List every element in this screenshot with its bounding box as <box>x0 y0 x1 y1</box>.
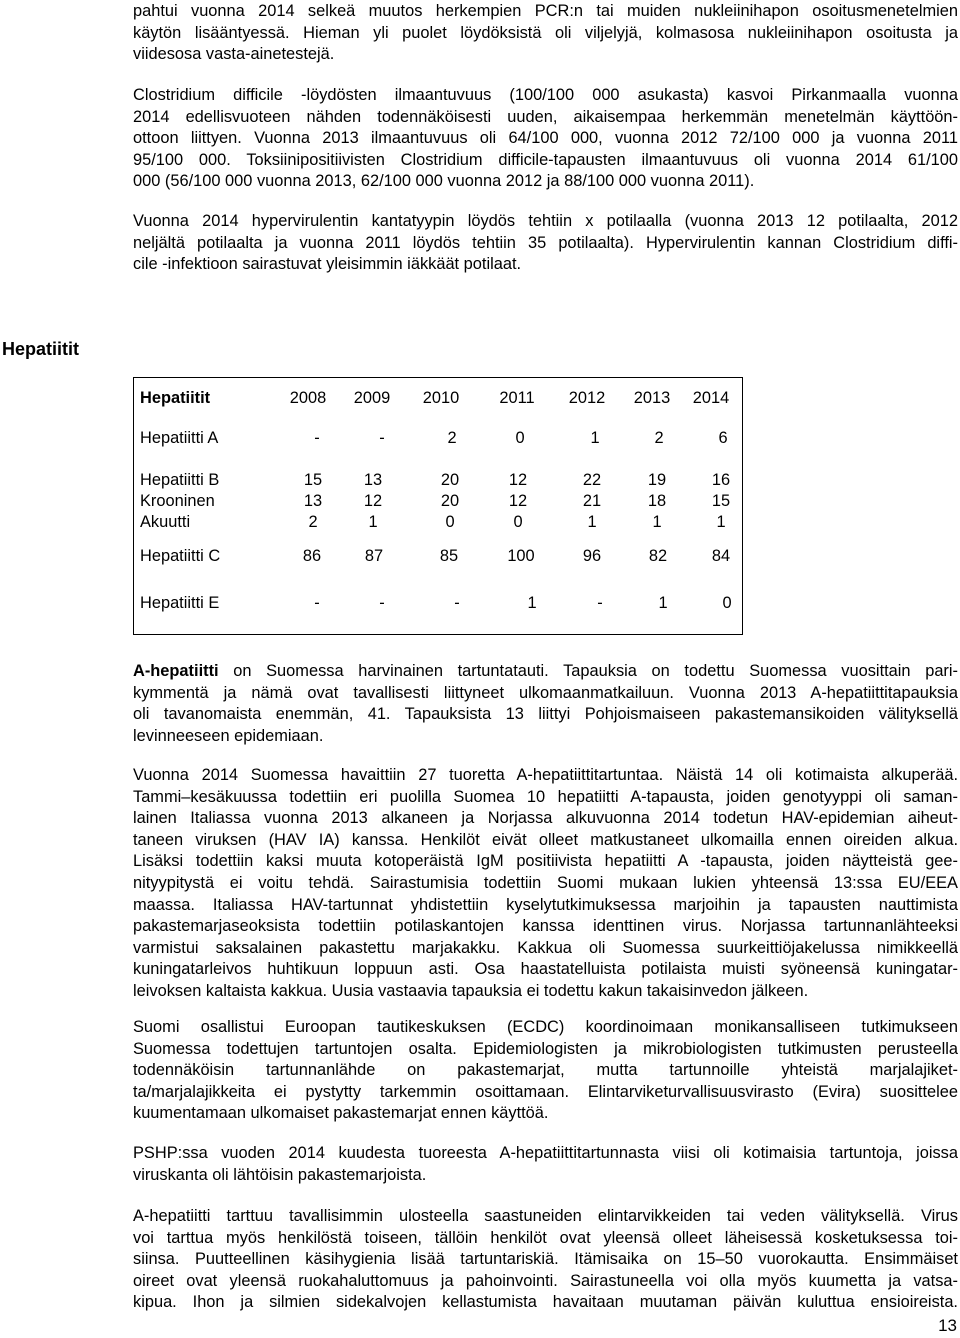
transmission-paragraph <box>133 1206 958 1314</box>
table-header-year: 2009 <box>353 389 391 407</box>
text-line: Tammi–kesäkuussa todettiin eri puolilla Suomea 10 hepatiitti A-tapausta, joiden genotyyppi oli saman- <box>133 787 958 806</box>
table-header-year: 2008 <box>289 389 327 407</box>
table-cell: 82 <box>648 547 668 565</box>
table-cell: 1 <box>587 513 597 531</box>
text-line: oireet ovat yleensä ruokahaluttomuus ja pahoinvointi. Sairastuneella voi olla myös kuumetta ja vatsa- <box>133 1271 958 1290</box>
table-cell: 21 <box>582 492 602 510</box>
text-line: nityypitystä ei voitu tehdä. Sairastumisia todettiin Suomi mukaan lukien yhteensä 13:ssa EU/EEA <box>133 873 958 892</box>
table-cell: - <box>379 594 385 612</box>
table-cell: 2 <box>447 429 457 447</box>
table-cell: 1 <box>716 513 726 531</box>
table-cell: - <box>314 429 320 447</box>
table-cell: - <box>314 594 320 612</box>
text-line: cile -infektioon sairastuvat yleisimmin iäkkäät potilaat. <box>133 255 522 274</box>
hepatitis-a-intro-paragraph <box>133 661 958 747</box>
table-cell: 0 <box>515 429 525 447</box>
table-cell: 1 <box>652 513 662 531</box>
text-line: taneen viruksen (HAV IA) kanssa. Henkilöt eivät olleet matkustaneet ulkomailla ennen oireiden alkua. <box>133 830 958 849</box>
table-cell: 84 <box>711 547 731 565</box>
table-cell: 87 <box>364 547 384 565</box>
text-line: voi tarttua myös henkilöstä toiseen, tällöin henkilöt ovat yleensä olleet läheisessä kosketuksessa toi- <box>133 1228 958 1247</box>
text-line: kuningatarleivos huhtikuun loppuun asti. Osa haastatelluista potilaista muisti syöneensä kuningatar- <box>133 960 958 979</box>
text-line: Vuonna 2014 hypervirulentin kantatyypin löydös tehtiin x potilaalla (vuonna 2013 12 potilaalta, 2012 <box>133 212 958 230</box>
outbreak-paragraph <box>133 765 958 1003</box>
hepatitis-table <box>133 377 743 635</box>
text-line: ottoon liittyen. Vuonna 2013 ilmaantuvuus oli 64/100 000, vuonna 2012 72/100 000 ja vuonna 2011 <box>133 129 958 148</box>
text-line: pahtui vuonna 2014 selkeä muutos herkempien PCR:n tai muiden nukleiinihapon osoitusmenetelmien <box>133 2 958 20</box>
table-cell: 13 <box>363 471 383 489</box>
clostridium-paragraph <box>133 85 958 193</box>
table-header-label: Hepatiitit <box>140 389 211 407</box>
text-line <box>133 661 958 683</box>
text-line: levinneeseen epidemiaan. <box>133 726 324 745</box>
text-line: ta/marjalajikkeita ei pystytty tarkemmin osoittamaan. Elintarviketurvallisuusvirasto (Evira) suosittelee <box>133 1082 958 1101</box>
text-line: kipua. Ihon ja silmien sidekalvojen kellastumista havaitaan muutaman päivän kuluttua ensioireista. <box>133 1293 958 1312</box>
text-line: oli tavanomaista enemmän, 41. Tapauksista 13 liittyi Pohjoismaiseen pakastemansikoiden välityksellä <box>133 705 958 724</box>
bold-term: A-hepatiitti <box>133 662 219 680</box>
table-cell: 86 <box>302 547 322 565</box>
table-header-year: 2014 <box>692 389 730 407</box>
text-line: Lisäksi todettiin kaksi muuta kotoperäistä IgM positiivista hepatiitti A -tapausta, joiden näytteistä gee- <box>133 852 958 871</box>
text-line: maassa. Italiassa HAV-tartunnat yhdistettiin kyselytutkimuksessa marjoihin ja tapausten nauttimista <box>133 895 958 914</box>
table-cell: 6 <box>718 429 728 447</box>
table-cell: 20 <box>440 471 460 489</box>
text-line: 95/100 000. Toksiinipositiivisten Clostridium difficile-tapausten ilmaantuvuus oli vuonna 2014 61/100 <box>133 150 958 169</box>
table-header-year: 2010 <box>422 389 460 407</box>
text-line: siinsa. Puutteellinen käsihygienia lisää tartuntariskiä. Itämisaika on 15–50 vuorokautta. Ensimmäiset <box>133 1250 958 1269</box>
table-header-year: 2011 <box>499 389 535 407</box>
ecdc-paragraph <box>133 1017 958 1125</box>
text-line: A-hepatiitti tarttuu tavallisimmin ulosteella saastuneiden elintarvikkeiden tai veden välityksellä. Virus <box>133 1207 958 1225</box>
text-line: PSHP:ssa vuoden 2014 kuudesta tuoreesta A-hepatiittitartunnasta viisi oli kotimaisia tartuntoja, joissa <box>133 1144 958 1162</box>
table-cell: 1 <box>368 513 378 531</box>
text-line: todennäköisin tartunnanlähde on pakastemarjat, mutta tartunnoille yhteistä marjalajiket- <box>133 1061 958 1080</box>
text-line: käytön lisääntyessä. Hieman yli puolet löydöksistä oli viljelyjä, kolmasosa nukleiinihapon osoitusta ja <box>133 23 958 42</box>
section-heading: Hepatiitit <box>2 339 80 359</box>
intro-paragraph <box>133 1 958 66</box>
table-cell: 0 <box>513 513 523 531</box>
row-label: Hepatiitti C <box>140 547 221 565</box>
table-cell: 12 <box>508 492 528 510</box>
text-line: Suomi osallistui Euroopan tautikeskuksen (ECDC) koordinoimaan monikansalliseen tutkimukseen <box>133 1018 958 1036</box>
text-line: neljältä potilaalta ja vuonna 2011 löydös tehtiin 35 potilaalta). Hypervirulentin kannan Clostridium diffi- <box>133 233 958 252</box>
text-line: leivoksen kaltaista kakkua. Uusia vastaavia tapauksia ei todettu kakun takaisinvedon jälkeen. <box>133 981 809 1000</box>
table-cell: 15 <box>303 471 323 489</box>
text-run: on Suomessa harvinainen tartuntatauti. Tapauksia on todettu Suomessa vuosittain pari- <box>218 662 958 680</box>
row-label: Hepatiitti B <box>140 471 220 489</box>
table-header-year: 2013 <box>633 389 671 407</box>
table-cell: 16 <box>711 471 731 489</box>
text-line: viidesosa vasta-ainetestejä. <box>133 45 335 64</box>
table-cell: 0 <box>722 594 732 612</box>
table-cell: 13 <box>303 492 323 510</box>
text-line: pakastemarjaseoksista todettiin potilaskantojen kanssa identtinen virus. Norjassa tartunnanlähteeksi <box>133 917 958 936</box>
row-label: Hepatiitti A <box>140 429 219 447</box>
table-header-year: 2012 <box>568 389 606 407</box>
text-line: 2014 edellisvuoteen nähden todennäköisesti uuden, aikaisempaa herkemmän menetelmän käyttöön- <box>133 107 958 126</box>
table-cell: - <box>379 429 385 447</box>
pshp-paragraph <box>133 1143 958 1186</box>
text-line: varmistui saksalainen pakastettu marjakakku. Kakkua oli Suomessa suurkeittiöjakelussa nimikkeellä <box>133 938 958 957</box>
hypervirulent-paragraph <box>133 211 958 276</box>
page-number: 13 <box>938 1316 957 1335</box>
text-line: kuumentamaan ulkomaiset pakastemarjat ennen käyttöä. <box>133 1104 549 1123</box>
row-label: Krooninen <box>140 492 215 510</box>
table-cell: 19 <box>647 471 667 489</box>
row-label: Akuutti <box>140 513 191 531</box>
table-cell: 1 <box>658 594 668 612</box>
table-cell: 85 <box>439 547 459 565</box>
table-cell: 22 <box>582 471 602 489</box>
text-line: Suomessa todettujen tartuntojen osalta. Epidemiologisten ja mikrobiologisten tutkimusten perusteella <box>133 1039 958 1058</box>
table-cell: 2 <box>654 429 664 447</box>
table-cell: - <box>597 594 603 612</box>
table-cell: 1 <box>527 594 537 612</box>
table-cell: 1 <box>590 429 600 447</box>
text-line: 000 (56/100 000 vuonna 2013, 62/100 000 vuonna 2012 ja 88/100 000 vuonna 2011). <box>133 172 755 191</box>
table-cell: 15 <box>711 492 731 510</box>
text-line: Clostridium difficile -löydösten ilmaantuvuus (100/100 000 asukasta) kasvoi Pirkanmaalla vuonna <box>133 86 958 104</box>
table-cell: 20 <box>440 492 460 510</box>
text-line: viruskanta oli lähtöisin pakastemarjoista. <box>133 1165 427 1184</box>
text-line: lainen Italiassa vuonna 2013 alkaneen ja Norjassa alkuvuonna 2014 todetun HAV-epidemian aiheut- <box>133 809 958 828</box>
table-cell: 12 <box>363 492 383 510</box>
table-cell: 2 <box>308 513 318 531</box>
table-cell: 96 <box>582 547 602 565</box>
text-line: kymmentä ja nämä ovat tavallisesti liittyneet ulkomaanmatkailuun. Vuonna 2013 A-hepatiittitapauksia <box>133 683 958 702</box>
table-cell: 12 <box>508 471 528 489</box>
row-label: Hepatiitti E <box>140 594 220 612</box>
table-cell: - <box>454 594 460 612</box>
text-line: Vuonna 2014 Suomessa havaittiin 27 tuoretta A-hepatiittitartuntaa. Näistä 14 oli kotimaista alkuperää. <box>133 766 958 784</box>
table-cell: 100 <box>507 547 535 565</box>
table-cell: 18 <box>647 492 667 510</box>
table-cell: 0 <box>445 513 455 531</box>
